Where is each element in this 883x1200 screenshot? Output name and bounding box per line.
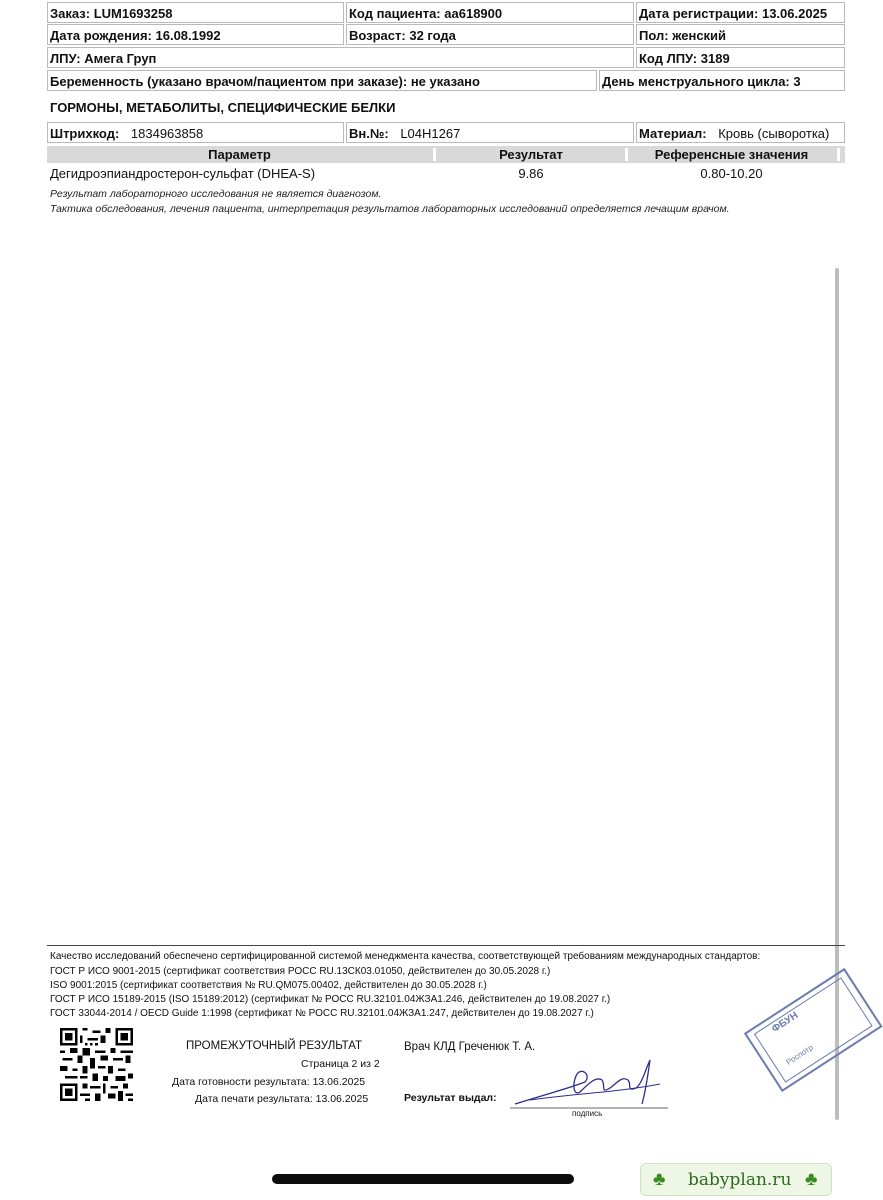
lpu-code-label: Код ЛПУ: xyxy=(639,51,698,66)
age-value: 32 года xyxy=(409,28,456,43)
pregnancy-label: Беременность (указано врачом/пациентом при заказе): xyxy=(50,74,408,89)
interim-result-label: ПРОМЕЖУТОЧНЫЙ РЕЗУЛЬТАТ xyxy=(186,1040,363,1052)
header-result: Результат xyxy=(499,147,563,162)
stamp-icon xyxy=(770,1010,845,1104)
barcode-value: 1834963858 xyxy=(130,126,204,141)
lpu-cell xyxy=(47,47,634,68)
row-parameter: Дегидроэпиандростерон-сульфат (DHEA-S) xyxy=(50,166,316,181)
birth-date-cell xyxy=(47,24,344,45)
age-cell xyxy=(346,24,634,45)
material-label: Материал: xyxy=(639,126,707,141)
reg-date-cell xyxy=(636,2,845,23)
lpu-label: ЛПУ: xyxy=(50,51,81,66)
material-cell xyxy=(636,122,845,143)
cycle-day-label: День менструального цикла: xyxy=(602,74,790,89)
row-result: 9.86 xyxy=(518,166,544,181)
birth-date-label: Дата рождения: xyxy=(50,28,152,43)
clover-icon: ♣ xyxy=(805,1169,818,1190)
issued-by-label: Результат выдал: xyxy=(404,1092,497,1104)
internal-no-label: Вн.№: xyxy=(349,126,389,141)
pregnancy-value: не указано xyxy=(410,74,480,89)
sex-label: Пол: xyxy=(639,28,669,43)
birth-date-value: 16.08.1992 xyxy=(155,28,221,43)
footer-divider xyxy=(47,945,845,946)
internal-no-cell xyxy=(346,122,634,143)
reg-date-value: 13.06.2025 xyxy=(761,6,828,21)
quality-line: ISO 9001:2015 (сертификат соответствия № RU.QM075.00402, действителен до 30.05.2028 г.) xyxy=(50,980,487,991)
patient-code-value: аа618900 xyxy=(444,6,503,21)
watermark-badge xyxy=(640,1163,832,1196)
quality-line: ГОСТ Р ИСО 9001-2015 (сертификат соответствия РОСС RU.13СК03.01050, действителен до 30.05.2028 г.) xyxy=(50,966,551,977)
order-cell xyxy=(47,2,344,23)
lpu-value: Амега Груп xyxy=(84,51,157,66)
clover-icon: ♣ xyxy=(653,1169,666,1190)
lpu-code-cell xyxy=(636,47,845,68)
qr-code-icon xyxy=(60,1028,133,1101)
header-parameter: Параметр xyxy=(208,147,271,162)
barcode-label: Штрихкод: xyxy=(50,126,120,141)
order-value: LUM1693258 xyxy=(93,6,173,21)
lpu-code-value: 3189 xyxy=(700,51,730,66)
watermark-text: babyplan.ru xyxy=(688,1170,792,1190)
quality-line: ГОСТ Р ИСО 15189-2015 (ISO 15189:2012) (сертификат № РОСС RU.32101.04ЖЗА1.246, действителен до 19.08.2027 г.) xyxy=(50,994,611,1005)
cycle-day-value: 3 xyxy=(793,74,801,89)
print-date: Дата печати результата: 13.06.2025 xyxy=(195,1093,369,1105)
stamp-text: ФБУН xyxy=(770,1010,801,1036)
signature-icon xyxy=(510,1054,670,1114)
disclaimer-note: Результат лабораторного исследования не является диагнозом. xyxy=(50,188,382,200)
doctor-name: Врач КЛД Греченюк Т. А. xyxy=(404,1041,536,1053)
patient-code-label: Код пациента: xyxy=(349,6,441,21)
quality-line: ГОСТ 33044-2014 / OECD Guide 1:1998 (сертификат № РОСС RU.32101.04ЖЗА1.247, действителен до 19.08.2027 г.) xyxy=(50,1008,594,1019)
section-title: ГОРМОНЫ, МЕТАБОЛИТЫ, СПЕЦИФИЧЕСКИЕ БЕЛКИ xyxy=(50,100,396,115)
order-label: Заказ: xyxy=(50,6,91,21)
quality-line: Качество исследований обеспечено сертифицированной системой менеджмента качества, соответствующей требованиям международных стандартов: xyxy=(50,951,761,962)
header-reference: Референсные значения xyxy=(654,147,809,162)
results-table-header xyxy=(47,146,845,163)
cycle-day-cell xyxy=(599,70,845,91)
age-label: Возраст: xyxy=(349,28,406,43)
material-value: Кровь (сыворотка) xyxy=(718,126,830,141)
sex-cell xyxy=(636,24,845,45)
barcode-cell xyxy=(47,122,344,143)
home-indicator[interactable] xyxy=(272,1174,574,1184)
tactics-note: Тактика обследования, лечения пациента, интерпретация результатов лабораторных исследований определяется лечащим врачом. xyxy=(50,203,730,215)
patient-code-cell xyxy=(346,2,634,23)
stamp-text-secondary: Роспотр xyxy=(784,1042,815,1067)
sex-value: женский xyxy=(672,28,727,43)
header-separator xyxy=(837,148,840,161)
pregnancy-cell xyxy=(47,70,597,91)
ready-date: Дата готовности результата: 13.06.2025 xyxy=(172,1076,366,1088)
page-indicator: Страница 2 из 2 xyxy=(301,1058,380,1070)
table-row xyxy=(47,165,845,183)
reg-date-label: Дата регистрации: xyxy=(639,6,759,21)
internal-no-value: L04H1267 xyxy=(400,126,461,141)
signature-caption: подпись xyxy=(572,1109,603,1118)
row-reference: 0.80-10.20 xyxy=(700,166,763,181)
